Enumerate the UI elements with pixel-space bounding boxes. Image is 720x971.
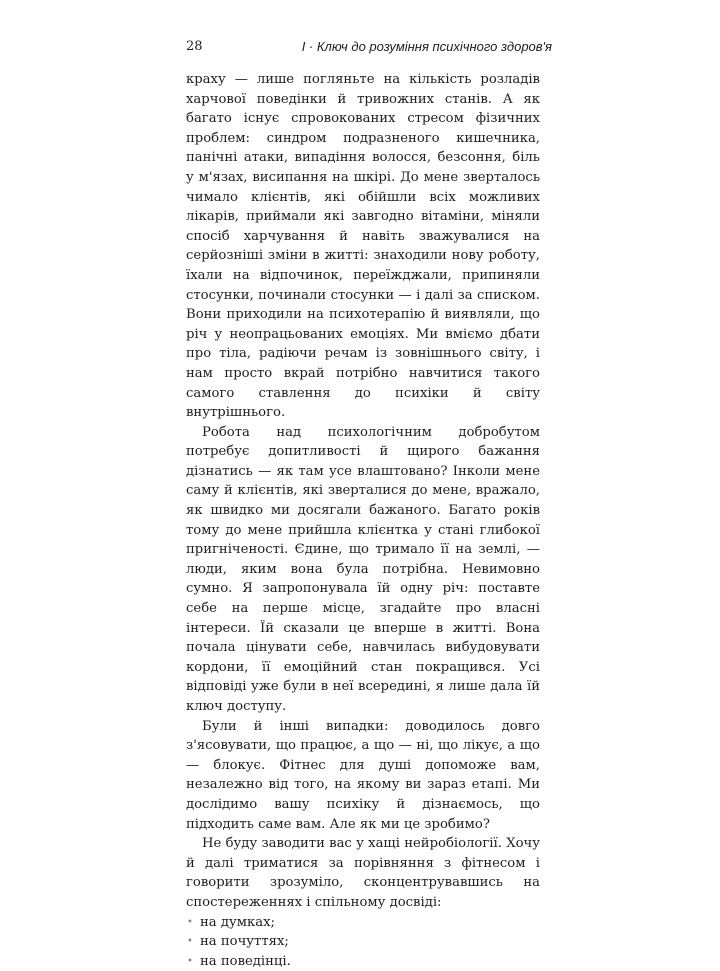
section-title: І · Ключ до розуміння психічного здоров'я (301, 39, 552, 54)
paragraph-continued: краху — лише погляньте на кількість розладів харчової поведінки й тривожних станів. А як багато існує спровокованих стресом фізичних проблем: синдром подразненого кишечника, панічні атаки, випадіння волосся, безсоння, біль у м'язах, висипання на шкірі. До мене зверталось чимало клієнтів, які обійшли всіх можливих лікарів, приймали які завгодно вітаміни, міняли спосіб харчування й навіть зважувалися на серйозніші зміни в житті: знаходили нову роботу, їхали на відпочинок, переїжджали, припиняли стосунки, починали стосунки — і далі за списком. Вони приходили на психотерапію й виявляли, що річ у неопрацьованих емоціях. Ми вміємо дбати про тіла, радіючи речам із зовнішнього світу, і нам просто вкрай потрібно навчитися такого самого ставлення до психіки й світу внутрішнього. (186, 72, 540, 421)
paragraph: Не буду заводити вас у хащі нейробіології. Хочу й далі триматися за порівняння з фітнесом і говорити зрозуміло, сконцентрувавшись на спостереженнях і спільному досвіді: (186, 836, 540, 910)
page-number: 28 (186, 39, 203, 54)
list-item-text: на почуттях; (200, 934, 289, 950)
list-item (186, 932, 540, 952)
list-item (186, 952, 540, 971)
paragraph: Робота над психологічним добробутом потребує допитливості й щирого бажання дізнатись — як там усе влаштовано? Інколи мене саму й клієнтів, які зверталися до мене, вражало, як швидко ми досягали бажаного. Багато років тому до мене прийшла клієнтка у стані глибокої пригніченості. Єдине, що тримало її на землі, — люди, яким вона була потрібна. Невимовно сумно. Я запропонувала їй одну річ: поставте себе на перше місце, згадайте про власні інтереси. Їй сказали це вперше в житті. Вона почала цінувати себе, навчилась вибудовувати кордони, її емоційний стан покращився. Усі відповіді уже були в неї всередині, я лише дала їй ключ доступу. (186, 424, 540, 714)
list-item (186, 913, 540, 933)
list-item-text: на поведінці. (200, 953, 291, 969)
bullet-icon: • (187, 916, 193, 928)
running-head (186, 37, 552, 57)
bullet-icon: • (187, 955, 193, 967)
body-text (186, 70, 540, 971)
list-item-text: на думках; (200, 914, 275, 930)
paragraph: Були й інші випадки: доводилось довго з'ясовувати, що працює, а що — ні, що лікує, а що — блокує. Фітнес для душі допоможе вам, незалежно від того, на якому ви зараз етапі. Ми дослідимо вашу психіку й дізнаємось, що підходить саме вам. Але як ми це зробимо? (186, 718, 540, 832)
bullet-icon: • (187, 936, 193, 948)
bullet-list (186, 913, 540, 971)
